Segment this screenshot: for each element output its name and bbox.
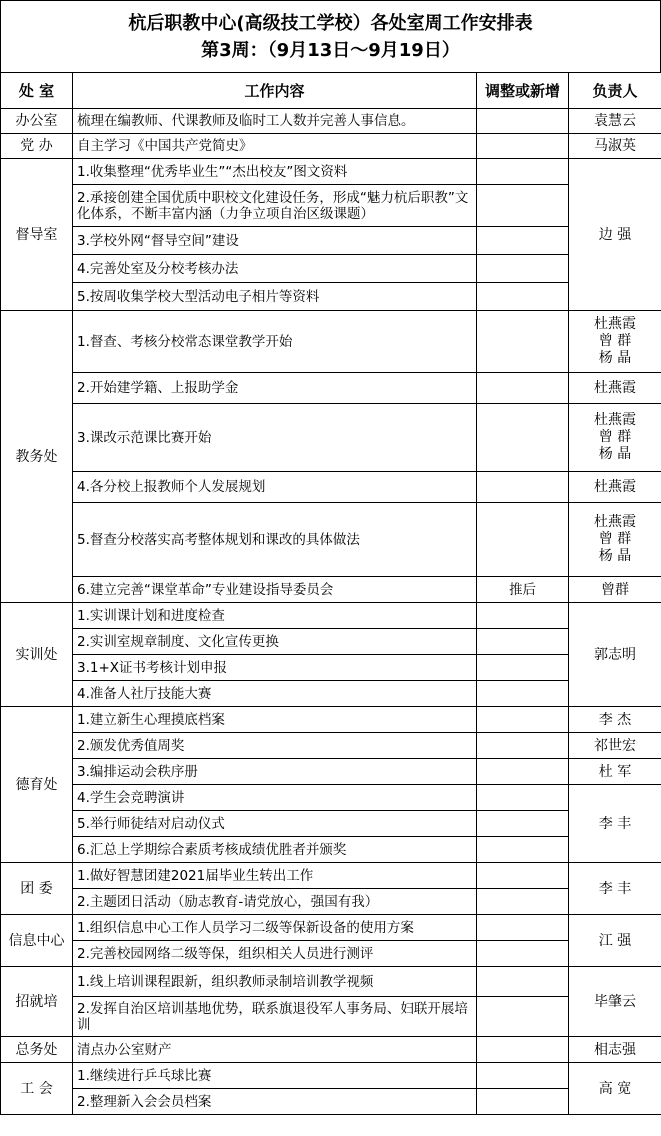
task-cell: 清点办公室财产 <box>73 1037 477 1063</box>
dept-cell: 招就培 <box>1 967 73 1037</box>
owner-cell: 相志强 <box>569 1037 661 1063</box>
table-row <box>1 603 661 629</box>
adjust-cell <box>477 134 569 159</box>
owner-name: 曾 群 <box>598 333 632 349</box>
adjust-cell <box>477 811 569 837</box>
table-row <box>1 967 661 997</box>
table-row <box>1 1089 661 1115</box>
owner-cell <box>569 503 661 577</box>
table-row <box>1 707 661 733</box>
table-row <box>1 311 661 373</box>
task-cell: 1.收集整理“优秀毕业生”“杰出校友”图文资料 <box>73 159 477 185</box>
document-title: 杭后职教中心(高级技工学校）各处室周工作安排表 <box>128 13 533 34</box>
task-cell: 3.课改示范课比赛开始 <box>73 404 477 472</box>
header-content: 工作内容 <box>73 73 477 109</box>
owner-cell: 祁世宏 <box>569 733 661 759</box>
dept-cell: 教务处 <box>1 311 73 603</box>
owner-cell: 边 强 <box>569 159 661 311</box>
owner-cell: 李 杰 <box>569 707 661 733</box>
dept-cell: 党 办 <box>1 134 73 159</box>
table-row <box>1 255 661 283</box>
task-cell: 5.举行师徒结对启动仪式 <box>73 811 477 837</box>
task-cell: 3.1+X证书考核计划申报 <box>73 655 477 681</box>
adjust-cell <box>477 759 569 785</box>
task-cell: 梳理在编教师、代课教师及临时工人数并完善人事信息。 <box>73 109 477 134</box>
owner-name: 曾 群 <box>598 429 632 445</box>
dept-cell: 团 委 <box>1 863 73 915</box>
task-cell: 2.颁发优秀值周奖 <box>73 733 477 759</box>
task-cell: 2.承接创建全国优质中职校文化建设任务，形成“魅力杭后职教”文化体系，不断丰富内涵（力争立项自治区级课题） <box>73 185 477 227</box>
table-row <box>1 941 661 967</box>
task-cell: 6.建立完善“课堂革命”专业建设指导委员会 <box>73 577 477 603</box>
header-dept: 处 室 <box>1 73 73 109</box>
table-row <box>1 1063 661 1089</box>
header-owner: 负责人 <box>569 73 661 109</box>
table-row <box>1 503 661 577</box>
owner-cell: 杜 军 <box>569 759 661 785</box>
schedule-table <box>0 72 661 1115</box>
owner-name: 杨 晶 <box>598 350 632 366</box>
owner-cell: 马淑英 <box>569 134 661 159</box>
table-row <box>1 785 661 811</box>
task-cell: 1.线上培训课程跟新，组织教师录制培训教学视频 <box>73 967 477 997</box>
task-cell: 4.各分校上报教师个人发展规划 <box>73 472 477 503</box>
adjust-cell <box>477 159 569 185</box>
table-row <box>1 811 661 837</box>
header-row <box>1 73 661 109</box>
dept-cell: 德育处 <box>1 707 73 863</box>
adjust-cell <box>477 863 569 889</box>
dept-cell: 办公室 <box>1 109 73 134</box>
table-row <box>1 373 661 404</box>
adjust-cell <box>477 185 569 227</box>
table-row <box>1 472 661 503</box>
owner-cell: 李 丰 <box>569 785 661 863</box>
task-cell: 2.实训室规章制度、文化宣传更换 <box>73 629 477 655</box>
adjust-cell <box>477 503 569 577</box>
table-row <box>1 283 661 311</box>
table-row <box>1 629 661 655</box>
owner-cell: 杜燕霞 <box>569 472 661 503</box>
adjust-cell <box>477 967 569 997</box>
table-row <box>1 681 661 707</box>
dept-cell: 信息中心 <box>1 915 73 967</box>
owner-name: 杜燕霞 <box>594 316 636 332</box>
table-row <box>1 837 661 863</box>
owner-name: 杨 晶 <box>598 548 632 564</box>
owner-name: 杜燕霞 <box>594 514 636 530</box>
table-row <box>1 655 661 681</box>
dept-cell: 实训处 <box>1 603 73 707</box>
owner-cell: 杜燕霞 <box>569 373 661 404</box>
adjust-cell <box>477 941 569 967</box>
owner-cell <box>569 404 661 472</box>
owner-cell: 毕肇云 <box>569 967 661 1037</box>
task-cell: 2.完善校园网络二级等保，组织相关人员进行测评 <box>73 941 477 967</box>
owner-name: 曾 群 <box>598 531 632 547</box>
adjust-cell <box>477 404 569 472</box>
table-row <box>1 915 661 941</box>
table-row <box>1 577 661 603</box>
dept-cell: 工 会 <box>1 1063 73 1115</box>
task-cell: 3.学校外网“督导空间”建设 <box>73 227 477 255</box>
adjust-cell <box>477 109 569 134</box>
adjust-cell <box>477 733 569 759</box>
task-cell: 2.发挥自治区培训基地优势，联系旗退役军人事务局、妇联开展培训 <box>73 997 477 1037</box>
task-cell: 自主学习《中国共产党简史》 <box>73 134 477 159</box>
adjust-cell <box>477 311 569 373</box>
adjust-cell <box>477 283 569 311</box>
owner-cell: 高 宽 <box>569 1063 661 1115</box>
task-cell: 5.督查分校落实高考整体规划和课改的具体做法 <box>73 503 477 577</box>
owner-cell <box>569 311 661 373</box>
title-block <box>0 0 661 72</box>
table-row <box>1 159 661 185</box>
owner-cell: 曾群 <box>569 577 661 603</box>
adjust-cell <box>477 997 569 1037</box>
table-row <box>1 863 661 889</box>
adjust-cell <box>477 1089 569 1115</box>
task-cell: 1.做好智慧团建2021届毕业生转出工作 <box>73 863 477 889</box>
task-cell: 4.完善处室及分校考核办法 <box>73 255 477 283</box>
adjust-cell <box>477 889 569 915</box>
owner-name: 杨 晶 <box>598 446 632 462</box>
owner-cell: 江 强 <box>569 915 661 967</box>
table-row <box>1 134 661 159</box>
task-cell: 6.汇总上学期综合素质考核成绩优胜者并颁奖 <box>73 837 477 863</box>
task-cell: 5.按周收集学校大型活动电子相片等资料 <box>73 283 477 311</box>
adjust-cell <box>477 1063 569 1089</box>
adjust-cell <box>477 472 569 503</box>
table-row <box>1 759 661 785</box>
adjust-cell <box>477 785 569 811</box>
dept-cell: 督导室 <box>1 159 73 311</box>
task-cell: 4.学生会竞聘演讲 <box>73 785 477 811</box>
adjust-cell <box>477 603 569 629</box>
owner-cell: 袁慧云 <box>569 109 661 134</box>
task-cell: 2.整理新入会会员档案 <box>73 1089 477 1115</box>
task-cell: 1.督查、考核分校常态课堂教学开始 <box>73 311 477 373</box>
adjust-cell <box>477 255 569 283</box>
task-cell: 2.主题团日活动（励志教育-请党放心，强国有我） <box>73 889 477 915</box>
table-row <box>1 889 661 915</box>
task-cell: 3.编排运动会秩序册 <box>73 759 477 785</box>
adjust-cell <box>477 1037 569 1063</box>
week-subtitle: 第3周：（9月13日～9月19日） <box>201 40 460 61</box>
adjust-cell <box>477 629 569 655</box>
adjust-cell: 推后 <box>477 577 569 603</box>
adjust-cell <box>477 915 569 941</box>
owner-cell: 李 丰 <box>569 863 661 915</box>
table-row <box>1 733 661 759</box>
table-row <box>1 1037 661 1063</box>
task-cell: 1.实训课计划和进度检查 <box>73 603 477 629</box>
owner-cell: 郭志明 <box>569 603 661 707</box>
adjust-cell <box>477 655 569 681</box>
task-cell: 1.继续进行乒乓球比赛 <box>73 1063 477 1089</box>
table-row <box>1 404 661 472</box>
task-cell: 1.建立新生心理摸底档案 <box>73 707 477 733</box>
dept-cell: 总务处 <box>1 1037 73 1063</box>
task-cell: 1.组织信息中心工作人员学习二级等保新设备的使用方案 <box>73 915 477 941</box>
header-adjust: 调整或新增 <box>477 73 569 109</box>
owner-name: 杜燕霞 <box>594 412 636 428</box>
table-row <box>1 185 661 227</box>
adjust-cell <box>477 837 569 863</box>
adjust-cell <box>477 707 569 733</box>
table-row <box>1 109 661 134</box>
adjust-cell <box>477 373 569 404</box>
adjust-cell <box>477 681 569 707</box>
table-row <box>1 227 661 255</box>
task-cell: 4.准备人社厅技能大赛 <box>73 681 477 707</box>
table-row <box>1 997 661 1037</box>
task-cell: 2.开始建学籍、上报助学金 <box>73 373 477 404</box>
adjust-cell <box>477 227 569 255</box>
